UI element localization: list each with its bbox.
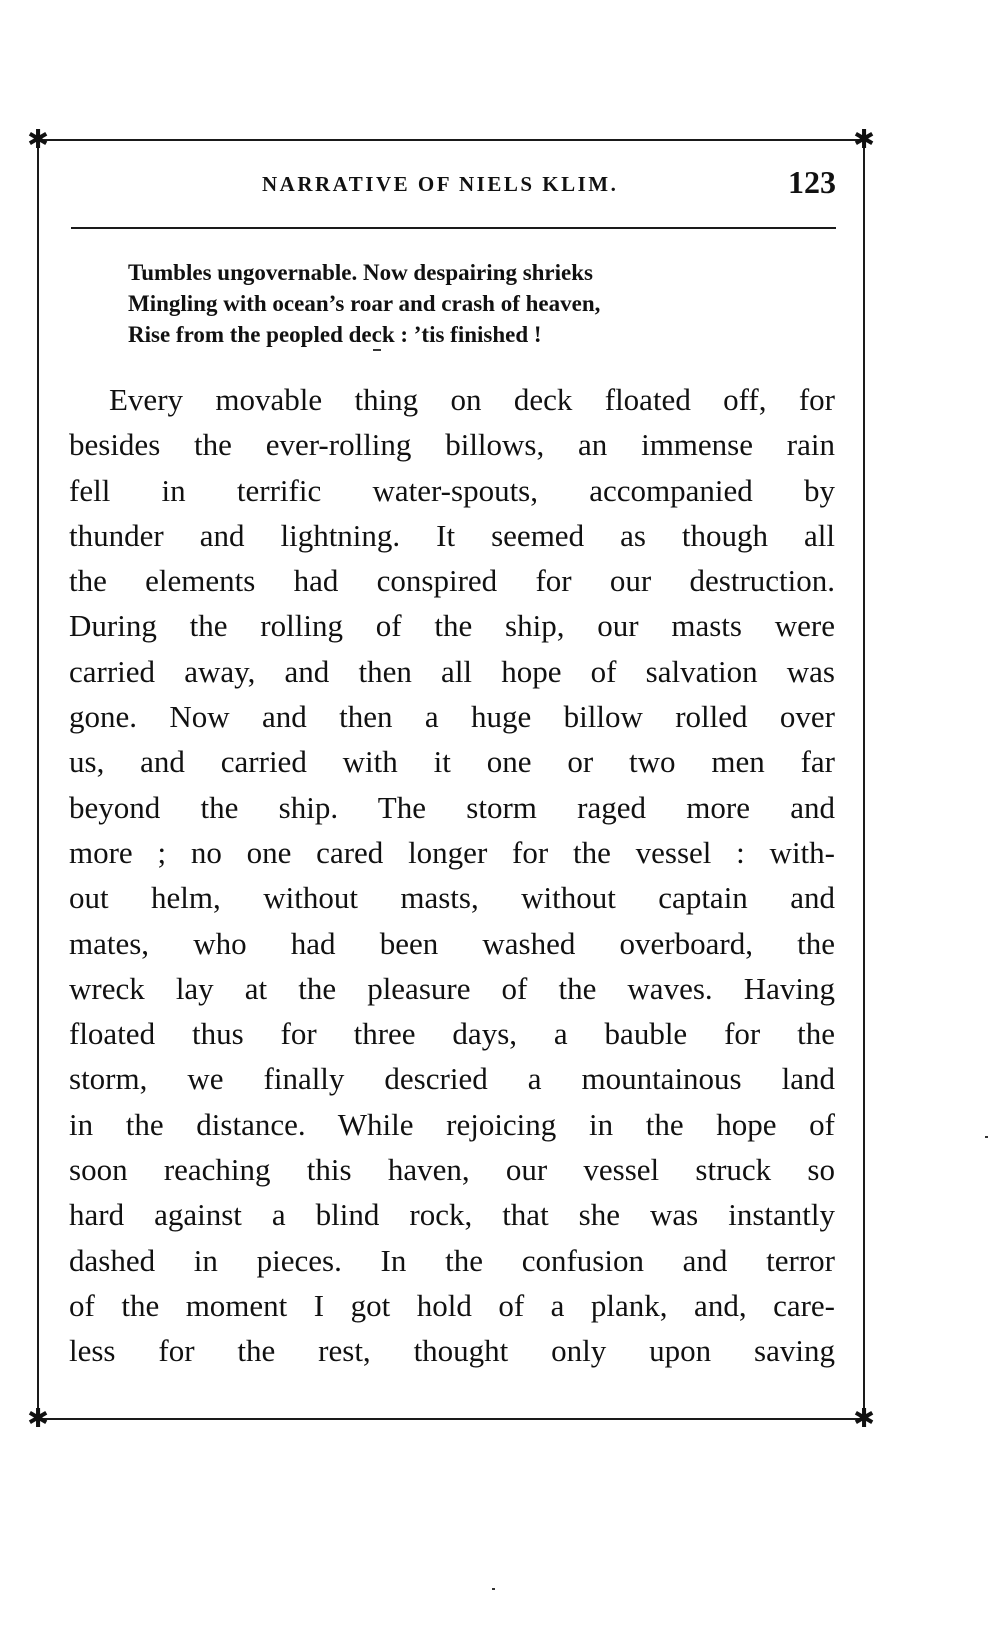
- text-line: mates, who had been washed overboard, the: [69, 925, 835, 961]
- text-line: soon reaching this haven, our vessel struck so: [69, 1152, 835, 1188]
- verse-line: Mingling with ocean’s roar and crash of heaven,: [128, 291, 601, 316]
- verse-line: Rise from the peopled deck : ’tis finished !: [128, 322, 542, 347]
- text-line: hard against a blind rock, that she was instantly: [69, 1197, 835, 1233]
- text-line: beyond the ship. The storm raged more and: [69, 789, 835, 825]
- page-number: 123: [788, 164, 836, 200]
- frame-top-rule: [38, 139, 864, 141]
- text-line: out helm, without masts, without captain and: [69, 880, 835, 916]
- text-line: less for the rest, thought only upon saving: [69, 1333, 835, 1369]
- header-rule: [71, 227, 836, 229]
- text-line: gone. Now and then a huge billow rolled over: [69, 699, 835, 735]
- text-line: During the rolling of the ship, our masts were: [69, 608, 835, 644]
- text-line: the elements had conspired for our destruction.: [69, 563, 835, 599]
- frame-bottom-rule: [38, 1418, 864, 1420]
- text-line: storm, we finally descried a mountainous land: [69, 1061, 835, 1097]
- text-line: Every movable thing on deck floated off, for: [109, 382, 835, 417]
- corner-ornament-bottom-right: ✱: [853, 1404, 875, 1434]
- print-speck: [985, 1136, 988, 1138]
- text-line: thunder and lightning. It seemed as though all: [69, 517, 835, 553]
- frame-right-rule: [863, 140, 865, 1419]
- corner-ornament-top-right: ✱: [853, 125, 875, 155]
- text-line: us, and carried with it one or two men far: [69, 744, 835, 780]
- body-paragraph: [69, 377, 835, 1374]
- corner-ornament-bottom-left: ✱: [27, 1404, 49, 1434]
- verse-line: Tumbles ungovernable. Now despairing shrieks: [128, 260, 593, 285]
- verse-block: [128, 257, 600, 350]
- text-line: in the distance. While rejoicing in the hope of: [69, 1106, 835, 1142]
- text-line: wreck lay at the pleasure of the waves. Having: [69, 970, 835, 1006]
- running-title: NARRATIVE OF NIELS KLIM.: [262, 172, 619, 196]
- corner-ornament-top-left: ✱: [27, 125, 49, 155]
- text-line: carried away, and then all hope of salvation was: [69, 653, 835, 689]
- text-line: dashed in pieces. In the confusion and terror: [69, 1242, 835, 1278]
- frame-left-rule: [37, 140, 39, 1419]
- text-line: more ; no one cared longer for the vessel : with-: [69, 834, 835, 870]
- text-line: floated thus for three days, a bauble for the: [69, 1016, 835, 1052]
- text-line: besides the ever-rolling billows, an immense rain: [69, 427, 835, 463]
- text-line: fell in terrific water-spouts, accompanied by: [69, 472, 835, 508]
- print-speck: [373, 349, 381, 351]
- print-speck: [492, 1588, 495, 1590]
- text-line: of the moment I got hold of a plank, and, care-: [69, 1287, 835, 1323]
